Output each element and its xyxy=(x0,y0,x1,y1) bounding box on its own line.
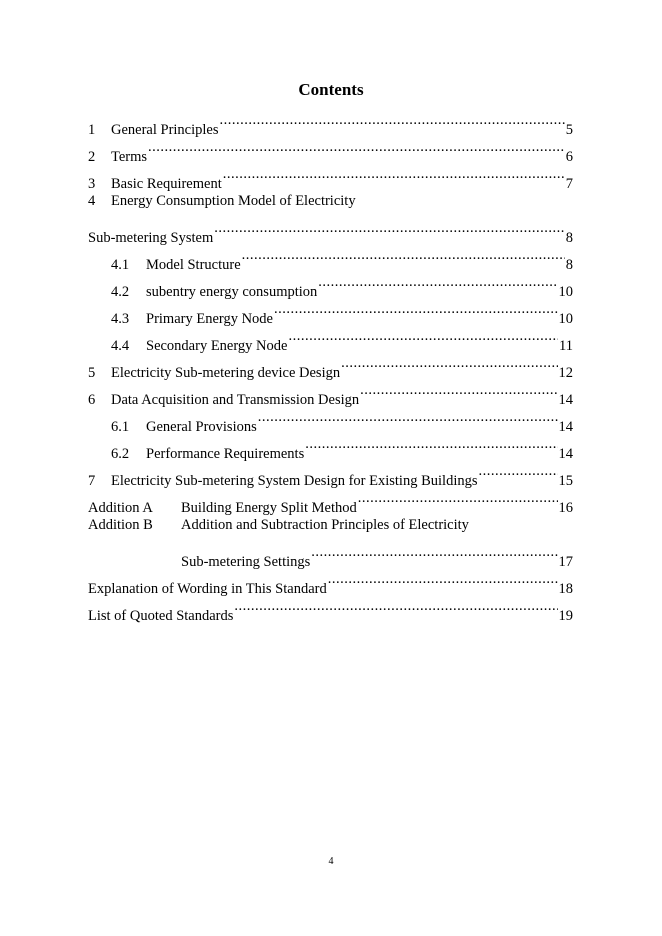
toc-title: Energy Consumption Model of Electricity xyxy=(111,193,356,209)
toc-title: Terms xyxy=(111,149,148,165)
toc-page: 16 xyxy=(558,500,573,516)
toc-entry-explanation-of-wording[interactable] xyxy=(88,566,573,597)
toc-entry-3[interactable] xyxy=(88,161,573,192)
dot-leader xyxy=(220,107,565,134)
toc-number: 4.1 xyxy=(111,257,130,273)
toc-entry-addition-b[interactable] xyxy=(88,512,573,539)
toc-page: 12 xyxy=(558,365,573,381)
toc-title: Electricity Sub-metering device Design xyxy=(111,365,341,381)
toc-page: 14 xyxy=(558,446,573,462)
toc-title: Electricity Sub-metering System Design for Existing Buildings xyxy=(111,473,478,489)
dot-leader xyxy=(305,431,557,458)
toc-title: subentry energy consumption xyxy=(146,284,318,300)
dot-leader xyxy=(358,485,558,512)
toc-page: 15 xyxy=(558,473,573,489)
toc-page: 7 xyxy=(565,176,573,192)
toc-title: Addition and Subtraction Principles of Electricity xyxy=(181,517,469,533)
toc-title: Model Structure xyxy=(146,257,241,273)
toc-page: 10 xyxy=(558,284,573,300)
dot-leader xyxy=(341,350,557,377)
dot-leader xyxy=(288,323,558,350)
dot-leader xyxy=(148,134,565,161)
dot-leader xyxy=(223,161,565,188)
toc-number: 4.3 xyxy=(111,311,130,327)
toc-title: Sub-metering Settings xyxy=(181,554,311,570)
dot-leader xyxy=(274,296,558,323)
contents-title: Contents xyxy=(298,80,364,99)
toc-page: 5 xyxy=(565,122,573,138)
toc-number: Addition B xyxy=(88,517,153,533)
page-number: 4 xyxy=(328,856,334,867)
table-of-contents xyxy=(88,107,573,624)
toc-entry-1[interactable] xyxy=(88,107,573,138)
toc-title: Secondary Energy Node xyxy=(146,338,288,354)
toc-title: General Provisions xyxy=(146,419,257,435)
toc-title: Performance Requirements xyxy=(146,446,305,462)
dot-leader xyxy=(311,539,557,566)
dot-leader xyxy=(318,269,557,296)
toc-number: 4.4 xyxy=(111,338,130,354)
toc-page: 6 xyxy=(565,149,573,165)
toc-number: 1 xyxy=(88,122,96,138)
toc-page: 18 xyxy=(558,581,573,597)
toc-page: 8 xyxy=(565,257,573,273)
toc-title: Building Energy Split Method xyxy=(181,500,357,516)
dot-leader xyxy=(234,593,557,620)
toc-number: 6 xyxy=(88,392,96,408)
dot-leader xyxy=(479,458,558,485)
toc-title: List of Quoted Standards xyxy=(88,608,234,624)
dot-leader xyxy=(214,215,564,242)
toc-entry-addition-b-continued[interactable] xyxy=(88,539,573,570)
toc-entry-4-continued[interactable] xyxy=(88,215,573,246)
toc-title: Sub-metering System xyxy=(88,230,214,246)
toc-page: 17 xyxy=(558,554,573,570)
toc-number: 7 xyxy=(88,473,96,489)
toc-number: 5 xyxy=(88,365,96,381)
toc-title: General Principles xyxy=(111,122,219,138)
dot-leader xyxy=(242,242,565,269)
toc-number: 2 xyxy=(88,149,96,165)
toc-number: 3 xyxy=(88,176,96,192)
dot-leader xyxy=(360,377,557,404)
toc-number: Addition A xyxy=(88,500,153,516)
toc-page: 11 xyxy=(559,338,573,354)
toc-entry-4[interactable] xyxy=(88,188,573,215)
toc-page: 8 xyxy=(565,230,573,246)
toc-page: 19 xyxy=(558,608,573,624)
toc-title: Basic Requirement xyxy=(111,176,222,192)
toc-number: 6.1 xyxy=(111,419,130,435)
toc-page: 14 xyxy=(558,419,573,435)
toc-page: 14 xyxy=(558,392,573,408)
dot-leader xyxy=(328,566,558,593)
toc-title: Primary Energy Node xyxy=(146,311,273,327)
toc-entry-2[interactable] xyxy=(88,134,573,165)
toc-title: Explanation of Wording in This Standard xyxy=(88,581,327,597)
toc-number: 6.2 xyxy=(111,446,130,462)
toc-title: Data Acquisition and Transmission Design xyxy=(111,392,360,408)
toc-page: 10 xyxy=(558,311,573,327)
toc-number: 4 xyxy=(88,193,96,209)
toc-number: 4.2 xyxy=(111,284,130,300)
dot-leader xyxy=(258,404,558,431)
